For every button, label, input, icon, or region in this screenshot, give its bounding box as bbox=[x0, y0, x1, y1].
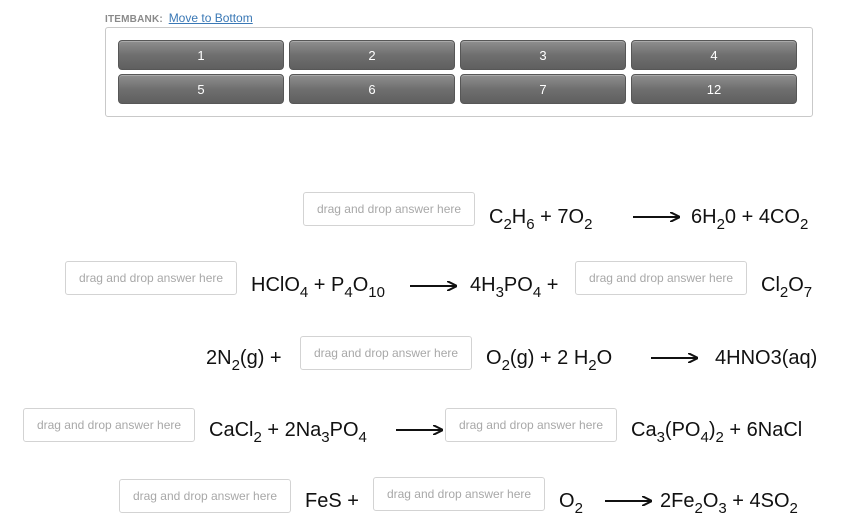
answer-chip[interactable]: 2 bbox=[289, 40, 455, 70]
equation-4-reactants: CaCl$_2$ + $2Na_3PO_4$ bbox=[209, 419, 367, 446]
reaction-arrow-icon bbox=[396, 425, 444, 435]
itembank-label: ITEMBANK: bbox=[105, 14, 163, 25]
move-to-bottom-link[interactable]: Move to Bottom bbox=[168, 11, 253, 25]
equation-5-reactant-a: FeS + bbox=[305, 490, 359, 512]
reaction-arrow-icon bbox=[633, 212, 681, 222]
reaction-arrow-icon bbox=[410, 281, 458, 291]
drop-zone[interactable]: drag and drop answer here bbox=[575, 261, 747, 295]
drop-zone[interactable]: drag and drop answer here bbox=[300, 336, 472, 370]
drop-zone[interactable]: drag and drop answer here bbox=[119, 479, 291, 513]
drop-zone[interactable]: drag and drop answer here bbox=[373, 477, 545, 511]
equation-1-reactants: $C_2H_6 + 7O_2$ bbox=[489, 206, 593, 233]
answer-chip[interactable]: 7 bbox=[460, 74, 626, 104]
answer-chip[interactable]: 3 bbox=[460, 40, 626, 70]
drop-zone[interactable]: drag and drop answer here bbox=[303, 192, 475, 226]
equation-3-reactant-a: $2N_2(g)$ + bbox=[206, 347, 282, 374]
reaction-arrow-icon bbox=[605, 496, 653, 506]
reaction-arrow-icon bbox=[651, 353, 699, 363]
equation-2-product-b: $Cl_2O_7$ bbox=[761, 274, 813, 301]
itembank-box bbox=[105, 27, 813, 117]
equation-4-products: $Ca_3(PO_4)_2$ + 6NaCl bbox=[631, 419, 803, 446]
equation-3-reactant-b: $O_2(g) + 2$ $H_2O$ bbox=[486, 347, 613, 374]
drop-zone[interactable]: drag and drop answer here bbox=[65, 261, 237, 295]
answer-chip[interactable]: 5 bbox=[118, 74, 284, 104]
itembank-header bbox=[105, 11, 253, 25]
drop-zone[interactable]: drag and drop answer here bbox=[23, 408, 195, 442]
answer-chip[interactable]: 1 bbox=[118, 40, 284, 70]
answer-chip[interactable]: 4 bbox=[631, 40, 797, 70]
answer-chip[interactable]: 6 bbox=[289, 74, 455, 104]
answer-chip[interactable]: 12 bbox=[631, 74, 797, 104]
equation-1-products: $6H_20 + 4CO_2$ bbox=[691, 206, 809, 233]
equation-5-reactant-b: $O_2$ bbox=[559, 490, 583, 517]
drop-zone[interactable]: drag and drop answer here bbox=[445, 408, 617, 442]
equation-2-reactants: HClO$_4$ + $P_4O_{10}$ bbox=[251, 274, 385, 301]
equation-5-products: $2Fe_2O_3 + 4SO_2$ bbox=[660, 490, 798, 517]
equation-3-product: 4HNO3(aq) bbox=[715, 347, 818, 369]
equation-2-product-a: $4H_3PO_4$ + bbox=[470, 274, 559, 301]
